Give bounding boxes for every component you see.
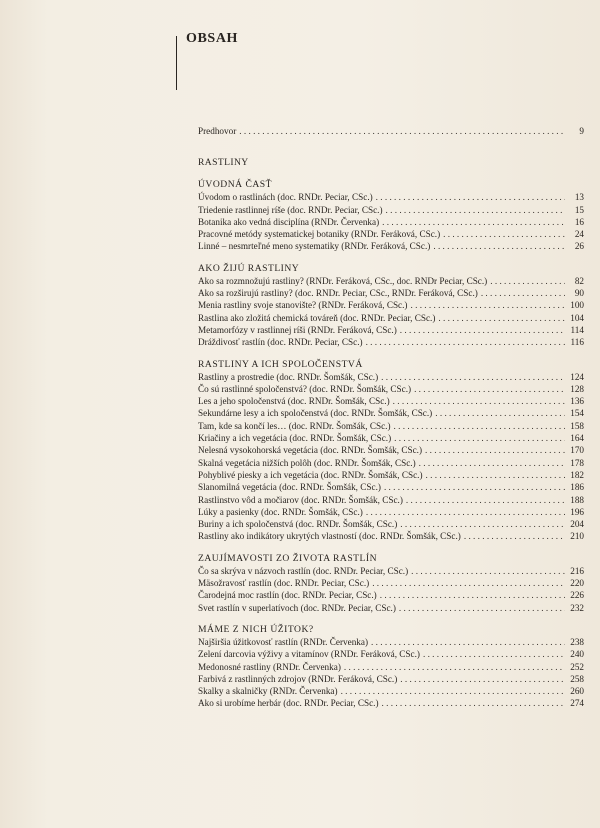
dot-leader bbox=[400, 324, 565, 336]
toc-entry-page: 240 bbox=[570, 649, 584, 660]
toc-entry[interactable] bbox=[198, 336, 584, 348]
dot-leader bbox=[419, 457, 565, 469]
dot-leader bbox=[366, 506, 565, 518]
dot-leader bbox=[400, 673, 565, 685]
toc-entry-text: Skalná vegetácia nižších polôh (doc. RNDr. Šomšák, CSc.) bbox=[198, 457, 416, 468]
toc-entry[interactable] bbox=[198, 494, 584, 506]
toc-entry-page: 170 bbox=[570, 445, 584, 456]
toc-entry-page: 220 bbox=[570, 578, 584, 589]
dot-leader bbox=[433, 240, 565, 252]
toc-entry-text: Mäsožravosť rastlín (doc. RNDr. Peciar, CSc.) bbox=[198, 578, 370, 589]
dot-leader bbox=[344, 661, 565, 673]
toc-entry[interactable] bbox=[198, 530, 584, 542]
toc-entry[interactable] bbox=[198, 191, 584, 203]
toc-entry-text: Linné – nesmrteľné meno systematiky (RNDr. Feráková, CSc.) bbox=[198, 241, 431, 252]
section-heading: AKO ŽIJÚ RASTLINY bbox=[198, 262, 300, 274]
section-heading: ÚVODNÁ ČASŤ bbox=[198, 179, 272, 191]
toc-entry-page: 90 bbox=[574, 288, 584, 299]
toc-entry[interactable] bbox=[198, 577, 584, 589]
toc-entry-text: Rastlina ako zložitá chemická továreň (doc. RNDr. Peciar, CSc.) bbox=[198, 312, 436, 323]
toc-section bbox=[198, 262, 584, 349]
toc-entry-page: 100 bbox=[570, 300, 584, 311]
toc-entry-text: Rastliny ako indikátory ukrytých vlastností (doc. RNDr. Šomšák, CSc.) bbox=[198, 531, 461, 542]
toc-entry-text: Medonosné rastliny (RNDr. Červenka) bbox=[198, 661, 341, 672]
toc-entry-page: 82 bbox=[574, 275, 584, 286]
toc-entry[interactable] bbox=[198, 673, 584, 685]
toc-entry-page: 128 bbox=[570, 383, 584, 394]
dot-leader bbox=[481, 287, 565, 299]
toc-entry[interactable] bbox=[198, 444, 584, 456]
toc-entry-text: Úvodom o rastlinách (doc. RNDr. Peciar, CSc.) bbox=[198, 192, 373, 203]
toc-entry-text: Ako sa rozširujú rastliny? (doc. RNDr. Peciar, CSc., RNDr. Feráková, CSc.) bbox=[198, 288, 478, 299]
dot-leader bbox=[371, 636, 565, 648]
toc-entry-text: Rastliny a prostredie (doc. RNDr. Šomšák, CSc.) bbox=[198, 371, 379, 382]
toc-entry[interactable] bbox=[198, 457, 584, 469]
toc-entry-text: Triedenie rastlinnej ríše (doc. RNDr. Peciar, CSc.) bbox=[198, 204, 383, 215]
toc-entry[interactable] bbox=[198, 506, 584, 518]
toc-entry-page: 116 bbox=[570, 337, 584, 348]
page-title: OBSAH bbox=[186, 31, 239, 46]
toc-entry[interactable] bbox=[198, 636, 584, 648]
toc-entry-text: Menia rastliny svoje stanovište? (RNDr. Feráková, CSc.) bbox=[198, 300, 408, 311]
dot-leader bbox=[381, 371, 565, 383]
toc-entry-text: Čarodejná moc rastlín (doc. RNDr. Peciar, CSc.) bbox=[198, 590, 377, 601]
dot-leader bbox=[426, 469, 565, 481]
dot-leader bbox=[386, 204, 565, 216]
dot-leader bbox=[394, 420, 565, 432]
dot-leader bbox=[366, 336, 565, 348]
toc-entry[interactable] bbox=[198, 275, 584, 287]
toc-entry-page: 182 bbox=[570, 469, 584, 480]
dot-leader bbox=[372, 577, 565, 589]
dot-leader bbox=[399, 602, 565, 614]
section-heading: MÁME Z NICH ÚŽITOK? bbox=[198, 623, 314, 635]
dot-leader bbox=[380, 589, 565, 601]
toc-entry-page: 216 bbox=[570, 565, 584, 576]
dot-leader bbox=[425, 444, 565, 456]
toc-entry-page: 232 bbox=[570, 602, 584, 613]
part-heading: RASTLINY bbox=[198, 157, 249, 169]
toc-entry-text: Buriny a ich spoločenstvá (doc. RNDr. Šomšák, CSc.) bbox=[198, 519, 398, 530]
toc-entry-text: Čo sú rastlinné spoločenstvá? (doc. RNDr. Šomšák, CSc.) bbox=[198, 383, 412, 394]
dot-leader bbox=[406, 494, 565, 506]
toc-entry[interactable] bbox=[198, 420, 584, 432]
toc-entry-page: 16 bbox=[574, 216, 584, 227]
dot-leader bbox=[394, 432, 565, 444]
toc-entry-page: 252 bbox=[570, 661, 584, 672]
toc-entry-page: 274 bbox=[570, 698, 584, 709]
toc-entry[interactable] bbox=[198, 697, 584, 709]
dot-leader bbox=[435, 407, 565, 419]
dot-leader bbox=[490, 275, 565, 287]
toc-section bbox=[198, 552, 584, 614]
toc-entry-page: 9 bbox=[579, 126, 584, 136]
toc-entry[interactable] bbox=[198, 395, 584, 407]
toc-entry-text: Les a jeho spoločenstvá (doc. RNDr. Šomšák, CSc.) bbox=[198, 396, 390, 407]
toc-entry-text: Najširšia úžitkovosť rastlín (RNDr. Červenka) bbox=[198, 636, 369, 647]
toc-entry-page: 24 bbox=[574, 229, 584, 240]
toc-entry[interactable] bbox=[198, 518, 584, 530]
toc-entry-page: 196 bbox=[570, 506, 584, 517]
dot-leader bbox=[382, 216, 565, 228]
toc-entry-page: 238 bbox=[570, 636, 584, 647]
toc-entry-page: 154 bbox=[570, 408, 584, 419]
toc-entry[interactable] bbox=[198, 204, 584, 216]
toc-entry[interactable] bbox=[198, 383, 584, 395]
toc-entry-text: Nelesná vysokohorská vegetácia (doc. RNDr. Šomšák, CSc.) bbox=[198, 445, 423, 456]
dot-leader bbox=[341, 685, 565, 697]
toc-entry-page: 13 bbox=[574, 192, 584, 203]
toc-entry-text: Svet rastlín v superlatívoch (doc. RNDr. Peciar, CSc.) bbox=[198, 602, 396, 613]
toc-entry-text: Farbivá z rastlinných zdrojov (RNDr. Feráková, CSc.) bbox=[198, 673, 398, 684]
toc-entry-page: 104 bbox=[570, 312, 584, 323]
dot-leader bbox=[438, 312, 565, 324]
dot-leader bbox=[376, 191, 565, 203]
toc-entry-page: 15 bbox=[574, 204, 584, 215]
toc-entry-text: Pracovné metódy systematickej botaniky (RNDr. Feráková, CSc.) bbox=[198, 229, 441, 240]
toc-entry[interactable] bbox=[198, 312, 584, 324]
toc-entry[interactable] bbox=[198, 324, 584, 336]
toc-section bbox=[198, 623, 584, 710]
toc-entry-page: 260 bbox=[570, 686, 584, 697]
title-rule bbox=[176, 36, 177, 90]
toc-entry-preface[interactable] bbox=[198, 125, 584, 137]
toc-entry-text: Tam, kde sa končí les… (doc. RNDr. Šomšák, CSc.) bbox=[198, 420, 391, 431]
dot-leader bbox=[411, 299, 566, 311]
toc-entry[interactable] bbox=[198, 602, 584, 614]
toc-entry-text: Ako sa rozmnožujú rastliny? (RNDr. Feráková, CSc., doc. RNDr Peciar, CSc.) bbox=[198, 275, 488, 286]
toc-entry-page: 158 bbox=[570, 420, 584, 431]
toc-entry[interactable] bbox=[198, 287, 584, 299]
toc-entry-text: Ako si urobíme herbár (doc. RNDr. Peciar, CSc.) bbox=[198, 698, 379, 709]
toc-entry[interactable] bbox=[198, 469, 584, 481]
toc-entry[interactable] bbox=[198, 371, 584, 383]
toc-entry[interactable] bbox=[198, 661, 584, 673]
dot-leader bbox=[239, 125, 565, 137]
toc-entry-text: Botanika ako vedná disciplína (RNDr. Červenka) bbox=[198, 216, 380, 227]
toc-entry[interactable] bbox=[198, 432, 584, 444]
section-heading: ZAUJÍMAVOSTI ZO ŽIVOTA RASTLÍN bbox=[198, 552, 378, 564]
toc-entry-page: 26 bbox=[574, 241, 584, 252]
toc-section bbox=[198, 358, 584, 543]
dot-leader bbox=[423, 648, 565, 660]
toc-entry[interactable] bbox=[198, 685, 584, 697]
dot-leader bbox=[393, 395, 565, 407]
toc-sections bbox=[198, 178, 584, 709]
toc-entry-text: Pohyblivé piesky a ich vegetácia (doc. RNDr. Šomšák, CSc.) bbox=[198, 469, 423, 480]
toc-entry-text: Metamorfózy v rastlinnej ríši (RNDr. Feráková, CSc.) bbox=[198, 324, 397, 335]
toc-entry-text: Lúky a pasienky (doc. RNDr. Šomšák, CSc.) bbox=[198, 506, 363, 517]
toc-entry-text: Slanomilná vegetácia (doc. RNDr. Šomšák, CSc.) bbox=[198, 482, 381, 493]
toc-entry-text: Sekundárne lesy a ich spoločenstvá (doc. RNDr. Šomšák, CSc.) bbox=[198, 408, 433, 419]
toc-entry-text: Predhovor bbox=[198, 126, 237, 136]
dot-leader bbox=[382, 697, 565, 709]
toc-entry-text: Zelení darcovia výživy a vitamínov (RNDr. Feráková, CSc.) bbox=[198, 649, 420, 660]
toc-entry-page: 178 bbox=[570, 457, 584, 468]
toc-entry-text: Čo sa skrýva v názvoch rastlín (doc. RNDr. Peciar, CSc.) bbox=[198, 565, 409, 576]
toc-entry[interactable] bbox=[198, 299, 584, 311]
toc-entry[interactable] bbox=[198, 228, 584, 240]
toc-entry-text: Kriačiny a ich vegetácia (doc. RNDr. Šomšák, CSc.) bbox=[198, 433, 392, 444]
toc-entry-page: 210 bbox=[570, 531, 584, 542]
dot-leader bbox=[414, 383, 565, 395]
toc-entry[interactable] bbox=[198, 589, 584, 601]
toc-entry[interactable] bbox=[198, 240, 584, 252]
toc-entry-page: 258 bbox=[570, 673, 584, 684]
dot-leader bbox=[384, 481, 565, 493]
toc-entry-page: 164 bbox=[570, 433, 584, 444]
dot-leader bbox=[464, 530, 565, 542]
toc-section bbox=[198, 178, 584, 252]
table-of-contents bbox=[198, 125, 584, 710]
toc-entry[interactable] bbox=[198, 565, 584, 577]
toc-entry-page: 226 bbox=[570, 590, 584, 601]
dot-leader bbox=[400, 518, 565, 530]
toc-entry-text: Skalky a skalničky (RNDr. Červenka) bbox=[198, 686, 338, 697]
toc-entry-page: 188 bbox=[570, 494, 584, 505]
toc-entry-page: 186 bbox=[570, 482, 584, 493]
toc-entry-text: Dráždivosť rastlín (doc. RNDr. Peciar, CSc.) bbox=[198, 337, 363, 348]
toc-entry[interactable] bbox=[198, 216, 584, 228]
toc-entry[interactable] bbox=[198, 648, 584, 660]
dot-leader bbox=[411, 565, 565, 577]
toc-entry-page: 124 bbox=[570, 371, 584, 382]
toc-entry-text: Rastlinstvo vôd a močiarov (doc. RNDr. Šomšák, CSc.) bbox=[198, 494, 403, 505]
dot-leader bbox=[443, 228, 565, 240]
toc-entry-page: 136 bbox=[570, 396, 584, 407]
section-heading: RASTLINY A ICH SPOLOČENSTVÁ bbox=[198, 358, 363, 370]
toc-entry[interactable] bbox=[198, 481, 584, 493]
toc-entry-page: 204 bbox=[570, 519, 584, 530]
toc-entry-page: 114 bbox=[570, 324, 584, 335]
toc-entry[interactable] bbox=[198, 407, 584, 419]
